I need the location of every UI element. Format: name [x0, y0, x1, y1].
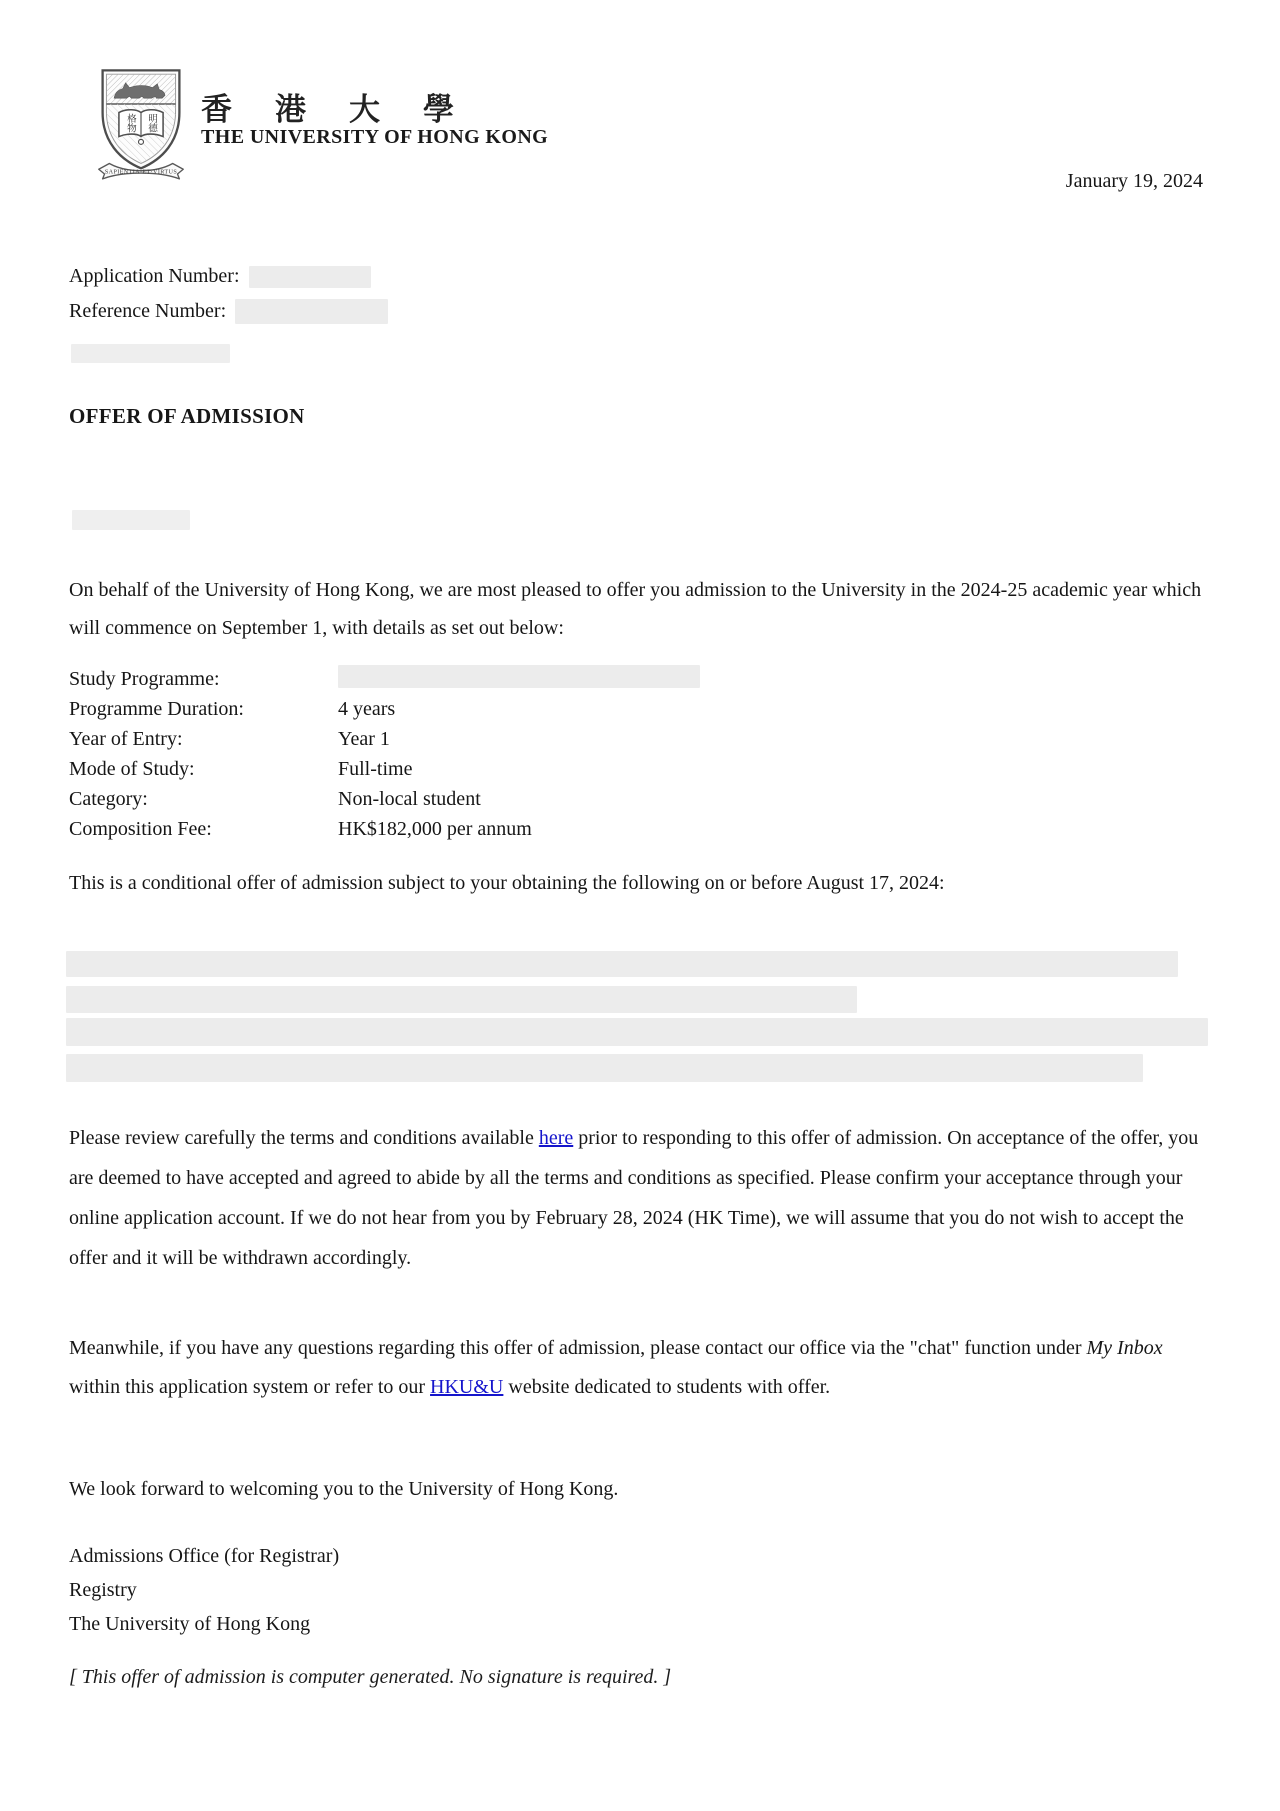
detail-label-year-of-entry: Year of Entry: [69, 727, 183, 750]
contact-text-after-inbox: within this application system or refer to our [69, 1376, 431, 1398]
crest-book-left-text: 格物 [124, 113, 136, 133]
hku-and-u-link[interactable]: HKU&U [430, 1376, 504, 1398]
reference-number-redacted-value [235, 299, 388, 324]
intro-paragraph: On behalf of the University of Hong Kong, we are most pleased to offer you admission to the University in the 2024-25 academic year which will commence on September 1, with details as set out below: [69, 579, 1202, 639]
study-programme-redacted-value [338, 665, 700, 688]
signature-block [69, 1539, 339, 1641]
table-row [69, 784, 1069, 814]
crest-book-right-text: 明德 [146, 113, 158, 133]
condition-redacted-bar-1 [66, 951, 1178, 977]
computer-generated-footnote: [ This offer of admission is computer generated. No signature is required. ] [69, 1666, 672, 1688]
contact-paragraph [69, 1329, 1209, 1407]
application-number-redacted-value [249, 266, 371, 288]
letter-date: January 19, 2024 [1065, 170, 1203, 192]
offer-details-table [69, 664, 1069, 844]
condition-redacted-bar-2 [66, 986, 857, 1013]
detail-value-programme-duration: 4 years [338, 697, 396, 720]
recipient-redacted-line [71, 344, 230, 363]
signature-university: The University of Hong Kong [69, 1613, 311, 1635]
detail-label-composition-fee: Composition Fee: [69, 817, 212, 840]
letter-title: OFFER OF ADMISSION [69, 404, 305, 428]
detail-label-mode-of-study: Mode of Study: [69, 757, 195, 780]
application-number-label: Application Number: [69, 265, 240, 287]
contact-text-before-inbox: Meanwhile, if you have any questions regarding this offer of admission, please contact our office via the "chat" function under [69, 1337, 1087, 1359]
terms-here-link[interactable]: here [538, 1127, 574, 1149]
salutation-redacted [72, 510, 190, 530]
detail-value-year-of-entry: Year 1 [338, 727, 390, 750]
condition-redacted-bar-3 [66, 1018, 1208, 1046]
university-crest-icon [93, 66, 189, 188]
terms-paragraph [69, 1118, 1209, 1278]
detail-label-programme-duration: Programme Duration: [69, 697, 244, 720]
detail-label-category: Category: [69, 787, 148, 810]
signature-registry: Registry [69, 1579, 137, 1601]
table-row [69, 724, 1069, 754]
detail-value-category: Non-local student [338, 787, 481, 810]
terms-text-before-link: Please review carefully the terms and conditions available [69, 1127, 539, 1149]
condition-redacted-bar-4 [66, 1054, 1143, 1082]
reference-number-label: Reference Number: [69, 300, 227, 322]
detail-label-study-programme: Study Programme: [69, 667, 220, 690]
closing-sentence: We look forward to welcoming you to the University of Hong Kong. [69, 1478, 619, 1500]
table-row [69, 664, 1069, 694]
detail-value-mode-of-study: Full-time [338, 757, 413, 780]
terms-text-after-link: prior to responding to this offer of admission. On acceptance of the offer, you are deemed to have accepted and agreed to abide by all the terms and conditions as specified. Please confirm your acceptance through your online application account. If we do not hear from you by February 28, 2024 (HK Time), we will assume that you do not wish to accept the offer and it will be withdrawn accordingly. [69, 1127, 1199, 1269]
contact-text-after-link: website dedicated to students with offer. [503, 1376, 831, 1398]
conditional-offer-sentence: This is a conditional offer of admission subject to your obtaining the following on or before August 17, 2024: [69, 872, 945, 894]
table-row [69, 814, 1069, 844]
application-number-row [69, 265, 371, 288]
reference-number-row [69, 299, 388, 324]
university-name-chinese: 香港大學 [201, 92, 497, 127]
table-row [69, 754, 1069, 784]
detail-value-study-programme [338, 664, 1069, 694]
my-inbox-label: My Inbox [1086, 1337, 1163, 1359]
crest-motto-text: SAPIENTIA·ET·VIRTUS [104, 169, 178, 176]
signature-office: Admissions Office (for Registrar) [69, 1545, 340, 1567]
table-row [69, 694, 1069, 724]
detail-value-composition-fee: HK$182,000 per annum [338, 817, 532, 840]
university-name-english: THE UNIVERSITY OF HONG KONG [201, 126, 549, 148]
